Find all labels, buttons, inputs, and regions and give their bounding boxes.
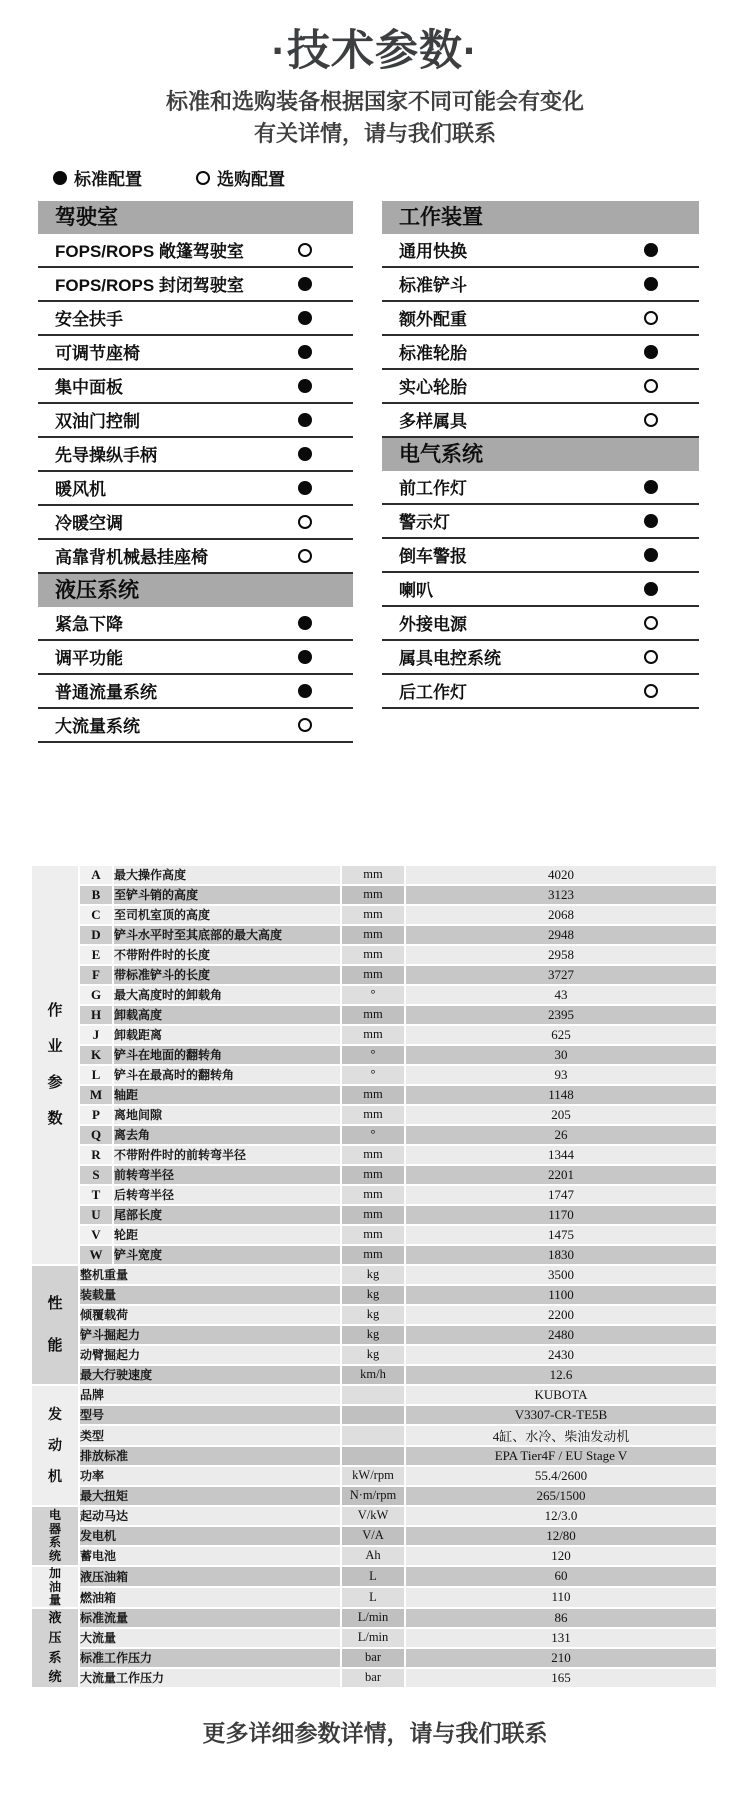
feature-row (38, 472, 353, 506)
spec-unit-cell: L (342, 1588, 404, 1607)
standard-config-dot-icon (298, 481, 312, 495)
spec-unit-cell: mm (342, 1166, 404, 1184)
spec-value-cell: 2958 (406, 946, 716, 964)
spec-value-cell: 2200 (406, 1306, 716, 1324)
feature-label: 安全扶手 (55, 310, 123, 330)
standard-config-dot-icon (644, 480, 658, 494)
spec-unit-cell: kg (342, 1346, 404, 1364)
spec-label-cell: 功率 (80, 1467, 340, 1485)
standard-config-dot-icon (53, 171, 67, 185)
legend-optional-label: 选购配置 (217, 170, 285, 190)
spec-letter-cell: L (80, 1066, 112, 1084)
spec-unit-cell: L/min (342, 1609, 404, 1627)
feature-label: 冷暖空调 (55, 514, 123, 534)
spec-unit-cell: mm (342, 926, 404, 944)
standard-config-dot-icon (644, 548, 658, 562)
optional-config-dot-icon (644, 413, 658, 427)
spec-unit-cell: ° (342, 1126, 404, 1144)
spec-unit-cell: mm (342, 866, 404, 884)
spec-label-cell: 最大扭矩 (80, 1487, 340, 1505)
subtitle-line-2: 有关详情，请与我们联系 (253, 121, 496, 147)
spec-group-label: 加 油 量 (48, 1566, 61, 1607)
spec-label-cell: 最大操作高度 (114, 866, 340, 884)
spec-row (32, 1547, 716, 1565)
spec-letter-cell: E (80, 946, 112, 964)
feature-label: 倒车警报 (399, 547, 467, 567)
spec-label-cell: 卸载高度 (114, 1006, 340, 1024)
spec-row (32, 1126, 716, 1144)
feature-row (382, 302, 699, 336)
spec-unit-cell: ° (342, 1046, 404, 1064)
feature-row (38, 540, 353, 574)
spec-label-cell: 起动马达 (80, 1507, 340, 1525)
spec-value-cell: 2068 (406, 906, 716, 924)
feature-row (382, 404, 699, 438)
spec-letter-cell: A (80, 866, 112, 884)
spec-group-cell (32, 1609, 78, 1687)
feature-label: 紧急下降 (55, 615, 123, 635)
spec-unit-cell (342, 1426, 404, 1445)
spec-row (32, 1426, 716, 1445)
optional-config-dot-icon (298, 515, 312, 529)
feature-column-left (38, 201, 353, 743)
standard-config-dot-icon (644, 582, 658, 596)
spec-label-cell: 离地间隙 (114, 1106, 340, 1124)
spec-value-cell: 2948 (406, 926, 716, 944)
feature-label: 先导操纵手柄 (55, 446, 157, 466)
spec-unit-cell: mm (342, 1186, 404, 1204)
feature-row (382, 539, 699, 573)
feature-row (38, 675, 353, 709)
feature-label: 前工作灯 (399, 479, 467, 499)
spec-label-cell: 轴距 (114, 1086, 340, 1104)
feature-row (38, 234, 353, 268)
spec-value-cell: 12.6 (406, 1366, 716, 1384)
spec-unit-cell: mm (342, 1226, 404, 1244)
spec-row (32, 1106, 716, 1124)
spec-row (32, 1649, 716, 1667)
spec-value-cell: 4020 (406, 866, 716, 884)
spec-label-cell: 品牌 (80, 1386, 340, 1404)
feature-row (38, 506, 353, 540)
standard-config-dot-icon (644, 514, 658, 528)
optional-config-dot-icon (644, 650, 658, 664)
spec-unit-cell: kW/rpm (342, 1467, 404, 1485)
spec-label-cell: 不带附件时的长度 (114, 946, 340, 964)
spec-value-cell: EPA Tier4F / EU Stage V (406, 1447, 716, 1465)
section-header: 工作装置 (382, 201, 699, 234)
spec-value-cell: 12/80 (406, 1527, 716, 1545)
spec-row (32, 1406, 716, 1424)
spec-letter-cell: K (80, 1046, 112, 1064)
feature-label: 实心轮胎 (399, 378, 467, 398)
spec-letter-cell: P (80, 1106, 112, 1124)
feature-label: 多样属具 (399, 412, 467, 432)
spec-label-cell: 排放标准 (80, 1447, 340, 1465)
spec-letter-cell: H (80, 1006, 112, 1024)
feature-label: 双油门控制 (55, 412, 140, 432)
optional-config-dot-icon (298, 549, 312, 563)
standard-config-dot-icon (298, 616, 312, 630)
spec-value-cell: 2201 (406, 1166, 716, 1184)
spec-row (32, 886, 716, 904)
spec-group-label: 性 能 (47, 1295, 63, 1354)
feature-label: 高靠背机械悬挂座椅 (55, 548, 208, 568)
spec-unit-cell: mm (342, 886, 404, 904)
spec-label-cell: 至铲斗销的高度 (114, 886, 340, 904)
spec-label-cell: 大流量工作压力 (80, 1669, 340, 1687)
spec-value-cell: 2480 (406, 1326, 716, 1344)
feature-row (38, 641, 353, 675)
feature-row (38, 302, 353, 336)
spec-group-label: 作 业 参 数 (47, 1002, 63, 1127)
feature-label: 调平功能 (55, 649, 123, 669)
spec-value-cell: 93 (406, 1066, 716, 1084)
spec-value-cell: KUBOTA (406, 1386, 716, 1404)
spec-unit-cell: mm (342, 1206, 404, 1224)
feature-row (382, 505, 699, 539)
feature-label: 后工作灯 (399, 683, 467, 703)
spec-value-cell: 1170 (406, 1206, 716, 1224)
spec-row (32, 1066, 716, 1084)
spec-row (32, 906, 716, 924)
spec-label-cell: 卸载距离 (114, 1026, 340, 1044)
spec-row (32, 1609, 716, 1627)
spec-value-cell: 26 (406, 1126, 716, 1144)
spec-row (32, 1286, 716, 1304)
spec-value-cell: 2430 (406, 1346, 716, 1364)
spec-label-cell: 装载量 (80, 1286, 340, 1304)
spec-value-cell: 625 (406, 1026, 716, 1044)
spec-unit-cell: mm (342, 966, 404, 984)
feature-label: 属具电控系统 (399, 649, 501, 669)
spec-unit-cell: mm (342, 1026, 404, 1044)
feature-columns (0, 201, 750, 743)
spec-value-cell: 165 (406, 1669, 716, 1687)
spec-unit-cell: bar (342, 1649, 404, 1667)
spec-label-cell: 大流量 (80, 1629, 340, 1647)
spec-unit-cell: mm (342, 1146, 404, 1164)
standard-config-dot-icon (644, 277, 658, 291)
spec-value-cell: 4缸、水冷、柴油发动机 (406, 1426, 716, 1445)
spec-value-cell: 55.4/2600 (406, 1467, 716, 1485)
feature-row (38, 607, 353, 641)
spec-value-cell: 110 (406, 1588, 716, 1607)
feature-label: 大流量系统 (55, 717, 140, 737)
spec-unit-cell: bar (342, 1669, 404, 1687)
spec-row (32, 1467, 716, 1485)
spec-row (32, 1527, 716, 1545)
spec-table (30, 864, 718, 1689)
feature-row (38, 709, 353, 743)
spec-letter-cell: S (80, 1166, 112, 1184)
spec-label-cell: 燃油箱 (80, 1588, 340, 1607)
spec-group-cell (32, 1507, 78, 1565)
section-header: 电气系统 (382, 438, 699, 471)
spec-letter-cell: M (80, 1086, 112, 1104)
spec-row (32, 1026, 716, 1044)
spec-row (32, 1507, 716, 1525)
spec-value-cell: 3123 (406, 886, 716, 904)
spec-value-cell: 120 (406, 1547, 716, 1565)
spec-value-cell: 60 (406, 1567, 716, 1586)
feature-row (382, 268, 699, 302)
spec-unit-cell: kg (342, 1326, 404, 1344)
spec-unit-cell: mm (342, 906, 404, 924)
standard-config-dot-icon (298, 311, 312, 325)
spec-label-cell: 铲斗在地面的翻转角 (114, 1046, 340, 1064)
spec-value-cell: 30 (406, 1046, 716, 1064)
spec-letter-cell: W (80, 1246, 112, 1264)
optional-config-dot-icon (298, 243, 312, 257)
spec-letter-cell: G (80, 986, 112, 1004)
spec-value-cell: 265/1500 (406, 1487, 716, 1505)
spec-label-cell: 尾部长度 (114, 1206, 340, 1224)
spec-label-cell: 轮距 (114, 1226, 340, 1244)
spec-row (32, 866, 716, 884)
spec-row (32, 1567, 716, 1586)
spec-row (32, 1146, 716, 1164)
optional-config-dot-icon (644, 616, 658, 630)
spec-group-cell (32, 1266, 78, 1384)
standard-config-dot-icon (298, 413, 312, 427)
spec-group-label: 电 器 系 统 (48, 1508, 61, 1564)
feature-label: 集中面板 (55, 378, 123, 398)
spec-unit-cell: kg (342, 1266, 404, 1284)
spec-group-label: 液 压 系 统 (48, 1610, 62, 1685)
spec-row (32, 1629, 716, 1647)
standard-config-dot-icon (298, 379, 312, 393)
spec-row (32, 1588, 716, 1607)
feature-row (382, 336, 699, 370)
spec-unit-cell: kg (342, 1286, 404, 1304)
spec-label-cell: 铲斗水平时至其底部的最大高度 (114, 926, 340, 944)
feature-label: 通用快换 (399, 242, 467, 262)
feature-label: 警示灯 (399, 513, 450, 533)
spec-value-cell: 131 (406, 1629, 716, 1647)
spec-value-cell: 1148 (406, 1086, 716, 1104)
feature-row (382, 607, 699, 641)
feature-label: 喇叭 (399, 581, 433, 601)
spec-row (32, 1447, 716, 1465)
spec-group-cell (32, 1386, 78, 1505)
spec-row (32, 1386, 716, 1404)
spec-unit-cell: mm (342, 1246, 404, 1264)
optional-config-dot-icon (298, 718, 312, 732)
feature-row (382, 675, 699, 709)
spec-unit-cell: Ah (342, 1547, 404, 1565)
standard-config-dot-icon (644, 243, 658, 257)
feature-row (382, 370, 699, 404)
spec-value-cell: 1100 (406, 1286, 716, 1304)
config-legend (53, 169, 750, 190)
legend-standard-label: 标准配置 (74, 170, 142, 190)
spec-value-cell: V3307-CR-TE5B (406, 1406, 716, 1424)
optional-config-dot-icon (644, 311, 658, 325)
spec-unit-cell: N·m/rpm (342, 1487, 404, 1505)
spec-label-cell: 最大行驶速度 (80, 1366, 340, 1384)
feature-row (38, 404, 353, 438)
standard-config-dot-icon (298, 684, 312, 698)
spec-row (32, 1326, 716, 1344)
spec-letter-cell: R (80, 1146, 112, 1164)
spec-label-cell: 发电机 (80, 1527, 340, 1545)
spec-unit-cell (342, 1406, 404, 1424)
spec-value-cell: 1830 (406, 1246, 716, 1264)
standard-config-dot-icon (298, 650, 312, 664)
legend-optional (196, 165, 285, 190)
spec-row (32, 1046, 716, 1064)
spec-label-cell: 铲斗宽度 (114, 1246, 340, 1264)
spec-letter-cell: J (80, 1026, 112, 1044)
feature-label: FOPS/ROPS 敞篷驾驶室 (55, 242, 244, 262)
optional-config-dot-icon (644, 379, 658, 393)
optional-config-dot-icon (196, 171, 210, 185)
spec-group-cell (32, 866, 78, 1264)
spec-letter-cell: C (80, 906, 112, 924)
spec-letter-cell: V (80, 1226, 112, 1244)
spec-unit-cell: mm (342, 1086, 404, 1104)
standard-config-dot-icon (644, 345, 658, 359)
spec-label-cell: 不带附件时的前转弯半径 (114, 1146, 340, 1164)
spec-letter-cell: B (80, 886, 112, 904)
spec-unit-cell: ° (342, 1066, 404, 1084)
spec-label-cell: 前转弯半径 (114, 1166, 340, 1184)
spec-unit-cell: mm (342, 1106, 404, 1124)
spec-label-cell: 倾覆载荷 (80, 1306, 340, 1324)
spec-sheet-page (0, 26, 750, 1802)
feature-row (382, 471, 699, 505)
spec-label-cell: 整机重量 (80, 1266, 340, 1284)
spec-group-cell (32, 1567, 78, 1607)
optional-config-dot-icon (644, 684, 658, 698)
spec-group-label: 发 动 机 (48, 1406, 62, 1484)
spec-label-cell: 铲斗在最高时的翻转角 (114, 1066, 340, 1084)
spec-label-cell: 类型 (80, 1426, 340, 1445)
spec-letter-cell: Q (80, 1126, 112, 1144)
spec-unit-cell (342, 1386, 404, 1404)
spec-value-cell: 210 (406, 1649, 716, 1667)
spec-unit-cell: V/A (342, 1527, 404, 1545)
spec-row (32, 1246, 716, 1264)
spec-label-cell: 标准工作压力 (80, 1649, 340, 1667)
standard-config-dot-icon (298, 277, 312, 291)
spec-row (32, 946, 716, 964)
feature-row (382, 573, 699, 607)
feature-column-right (382, 201, 699, 743)
spec-value-cell: 205 (406, 1106, 716, 1124)
spec-unit-cell (342, 1447, 404, 1465)
spec-value-cell: 43 (406, 986, 716, 1004)
spec-label-cell: 后转弯半径 (114, 1186, 340, 1204)
spec-value-cell: 86 (406, 1609, 716, 1627)
spec-label-cell: 至司机室顶的高度 (114, 906, 340, 924)
feature-label: FOPS/ROPS 封闭驾驶室 (55, 276, 244, 296)
spec-row (32, 1669, 716, 1687)
spec-value-cell: 1747 (406, 1186, 716, 1204)
section-header: 液压系统 (38, 574, 353, 607)
spec-unit-cell: km/h (342, 1366, 404, 1384)
spec-label-cell: 最大高度时的卸载角 (114, 986, 340, 1004)
spec-row (32, 1306, 716, 1324)
spec-row (32, 1086, 716, 1104)
feature-label: 标准铲斗 (399, 276, 467, 296)
subtitle-line-1: 标准和选购装备根据国家不同可能会有变化 (165, 88, 584, 114)
spec-value-cell: 1344 (406, 1146, 716, 1164)
spec-label-cell: 离去角 (114, 1126, 340, 1144)
feature-row (38, 336, 353, 370)
spec-row (32, 1266, 716, 1284)
feature-row (38, 370, 353, 404)
spec-row (32, 1346, 716, 1364)
feature-label: 额外配重 (399, 310, 467, 330)
spec-row (32, 966, 716, 984)
spec-unit-cell: mm (342, 1006, 404, 1024)
spec-unit-cell: L/min (342, 1629, 404, 1647)
spec-value-cell: 1475 (406, 1226, 716, 1244)
spec-value-cell: 12/3.0 (406, 1507, 716, 1525)
spec-label-cell: 动臂掘起力 (80, 1346, 340, 1364)
spec-row (32, 986, 716, 1004)
spec-value-cell: 3727 (406, 966, 716, 984)
feature-row (38, 438, 353, 472)
spec-letter-cell: F (80, 966, 112, 984)
spec-unit-cell: V/kW (342, 1507, 404, 1525)
feature-row (382, 234, 699, 268)
spec-row (32, 1006, 716, 1024)
spec-row (32, 1366, 716, 1384)
section-header: 驾驶室 (38, 201, 353, 234)
spec-letter-cell: D (80, 926, 112, 944)
spec-unit-cell: kg (342, 1306, 404, 1324)
spec-value-cell: 3500 (406, 1266, 716, 1284)
spec-row (32, 1487, 716, 1505)
feature-row (382, 641, 699, 675)
feature-label: 标准轮胎 (399, 344, 467, 364)
footer-note: 更多详细参数详情，请与我们联系 (202, 1719, 548, 1746)
spec-unit-cell: ° (342, 986, 404, 1004)
spec-value-cell: 2395 (406, 1006, 716, 1024)
spec-letter-cell: U (80, 1206, 112, 1224)
spec-letter-cell: T (80, 1186, 112, 1204)
feature-row (38, 268, 353, 302)
feature-label: 普通流量系统 (55, 683, 157, 703)
spec-label-cell: 液压油箱 (80, 1567, 340, 1586)
spec-row (32, 1186, 716, 1204)
spec-label-cell: 带标准铲斗的长度 (114, 966, 340, 984)
spec-label-cell: 蓄电池 (80, 1547, 340, 1565)
spec-unit-cell: L (342, 1567, 404, 1586)
spec-row (32, 1226, 716, 1244)
feature-label: 外接电源 (399, 615, 467, 635)
standard-config-dot-icon (298, 447, 312, 461)
spec-label-cell: 铲斗掘起力 (80, 1326, 340, 1344)
standard-config-dot-icon (298, 345, 312, 359)
feature-label: 暖风机 (55, 480, 106, 500)
spec-unit-cell: mm (342, 946, 404, 964)
spec-label-cell: 型号 (80, 1406, 340, 1424)
feature-label: 可调节座椅 (55, 344, 140, 364)
page-title: ·技术参数· (271, 27, 479, 75)
spec-row (32, 1166, 716, 1184)
spec-label-cell: 标准流量 (80, 1609, 340, 1627)
spec-row (32, 1206, 716, 1224)
legend-standard (53, 165, 142, 190)
spec-row (32, 926, 716, 944)
